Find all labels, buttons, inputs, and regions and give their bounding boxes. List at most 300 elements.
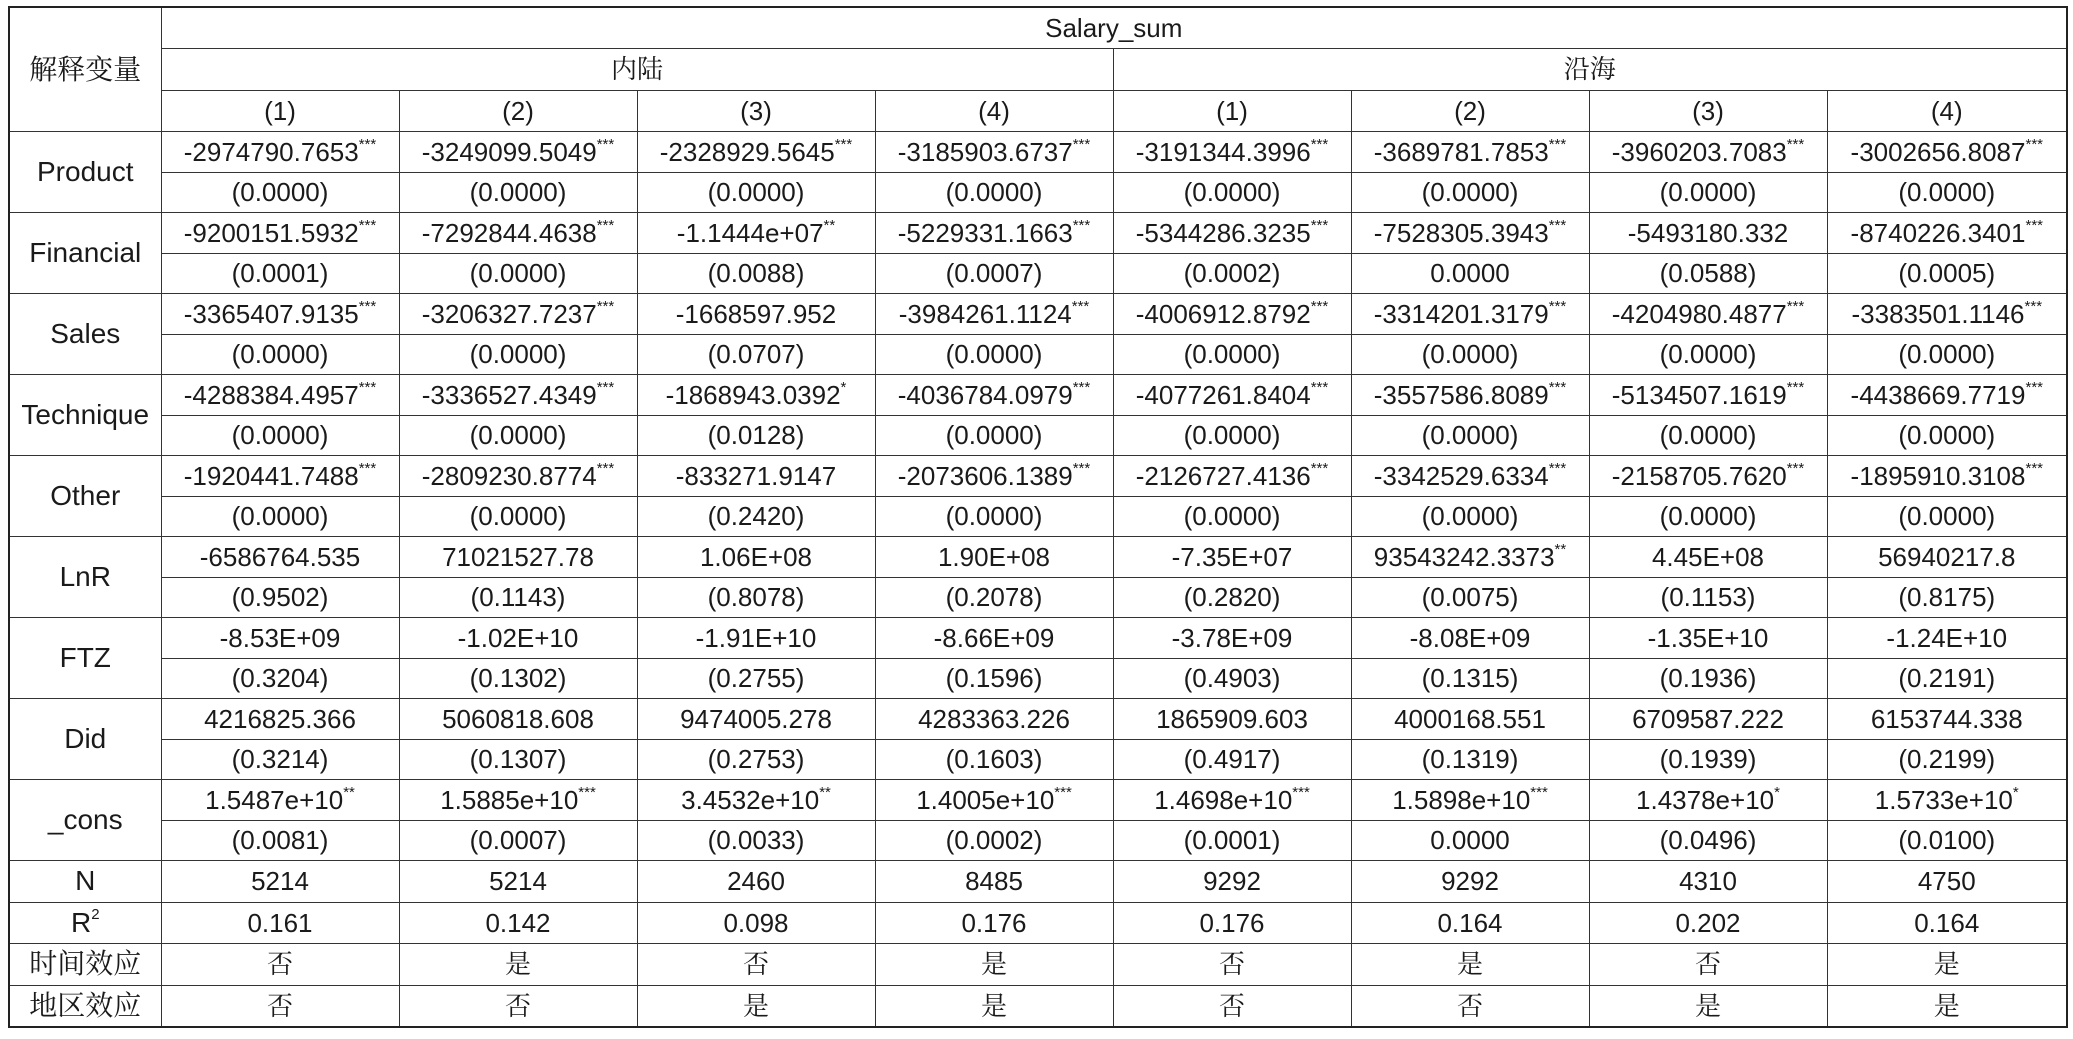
coefficient-value: -2809230.8774: [421, 460, 597, 491]
coefficient-value: -4036784.0979: [897, 379, 1073, 410]
stats-label-text: R: [70, 906, 92, 938]
p-value-cell: (0.0000): [1589, 172, 1827, 213]
variable-label: Did: [9, 699, 161, 780]
coefficient-cell: [1827, 213, 2067, 254]
coefficient-value: 93543242.3373: [1373, 541, 1555, 572]
coefficient-cell: [161, 537, 399, 578]
coefficient-cell: [399, 456, 637, 497]
coefficient-cell: [1589, 618, 1827, 659]
coefficient-value: 9474005.278: [680, 703, 832, 734]
variable-label: Financial: [9, 213, 161, 294]
p-value-cell: (0.0000): [161, 415, 399, 456]
p-value-cell: (0.1143): [399, 577, 637, 618]
variable-label: Other: [9, 456, 161, 537]
stats-row: [9, 902, 2067, 944]
p-value-cell: (0.0000): [161, 172, 399, 213]
coefficient-cell: [1113, 132, 1351, 173]
header-row-columns: [9, 90, 2067, 132]
p-value-cell: (0.0100): [1827, 820, 2067, 861]
stats-value-cell: 是: [637, 985, 875, 1027]
stats-value-cell: 否: [1351, 985, 1589, 1027]
significance-stars: ***: [358, 217, 377, 235]
p-value-cell: (0.0000): [1589, 334, 1827, 375]
coefficient-row: [9, 780, 2067, 821]
coefficient-value: -3002656.8087: [1850, 136, 2026, 167]
p-value-cell: (0.2820): [1113, 577, 1351, 618]
stats-value-cell: 8485: [875, 861, 1113, 903]
p-value-cell: (0.0128): [637, 415, 875, 456]
coefficient-row: [9, 213, 2067, 254]
p-value-cell: (0.0001): [161, 253, 399, 294]
coefficient-value: 1.4378e+10: [1636, 784, 1775, 815]
p-value-row: [9, 820, 2067, 861]
column-header: (1): [161, 90, 399, 132]
p-value-cell: (0.0000): [399, 172, 637, 213]
coefficient-cell: [161, 618, 399, 659]
stats-label-text: 地区效应: [29, 989, 142, 1021]
p-value-cell: (0.2078): [875, 577, 1113, 618]
coefficient-value: -2158705.7620: [1611, 460, 1787, 491]
stats-value-cell: 0.164: [1351, 902, 1589, 944]
coefficient-value: -4288384.4957: [183, 379, 359, 410]
stats-row: [9, 861, 2067, 903]
p-value-cell: (0.4917): [1113, 739, 1351, 780]
p-value-cell: (0.0000): [1113, 172, 1351, 213]
coefficient-value: -1.24E+10: [1886, 622, 2008, 653]
coefficient-cell: [1113, 780, 1351, 821]
coefficient-value: -1920441.7488: [183, 460, 359, 491]
header-row-groups: [9, 49, 2067, 91]
p-value-cell: (0.8175): [1827, 577, 2067, 618]
coefficient-value: -8.08E+09: [1409, 622, 1531, 653]
coefficient-row: [9, 294, 2067, 335]
coefficient-cell: [1351, 294, 1589, 335]
coefficient-cell: [161, 780, 399, 821]
p-value-cell: (0.0000): [1589, 496, 1827, 537]
coefficient-value: 56940217.8: [1878, 541, 2016, 572]
stats-value-cell: 9292: [1351, 861, 1589, 903]
significance-stars: ***: [1072, 136, 1091, 154]
variable-label: Sales: [9, 294, 161, 375]
significance-stars: ***: [1548, 460, 1567, 478]
significance-stars: ***: [1054, 784, 1072, 802]
p-value-row: [9, 577, 2067, 618]
p-value-row: [9, 739, 2067, 780]
significance-stars: ***: [1310, 136, 1329, 154]
coefficient-cell: [637, 699, 875, 740]
stats-value-cell: 否: [1113, 944, 1351, 986]
coefficient-cell: [1589, 294, 1827, 335]
coefficient-value: -4006912.8792: [1135, 298, 1311, 329]
header-row-dependent: [9, 7, 2067, 49]
group-header-coastal: 沿海: [1113, 49, 2067, 91]
p-value-cell: (0.0000): [875, 496, 1113, 537]
coefficient-cell: [399, 699, 637, 740]
significance-stars: *: [840, 379, 847, 397]
significance-stars: ***: [1072, 217, 1091, 235]
significance-stars: ***: [2025, 217, 2043, 235]
p-value-cell: (0.0000): [1113, 496, 1351, 537]
stats-value-cell: 否: [161, 944, 399, 986]
significance-stars: ***: [596, 217, 615, 235]
significance-stars: ***: [596, 298, 615, 316]
p-value-cell: (0.0000): [1827, 334, 2067, 375]
regression-table-container: [8, 6, 2068, 1028]
coefficient-value: 6709587.222: [1632, 703, 1784, 734]
p-value-cell: (0.0000): [1589, 415, 1827, 456]
p-value-cell: (0.4903): [1113, 658, 1351, 699]
coefficient-value: -5493180.332: [1627, 217, 1789, 248]
significance-stars: ***: [1310, 460, 1329, 478]
coefficient-value: -4204980.4877: [1611, 298, 1787, 329]
stats-value-cell: 否: [161, 985, 399, 1027]
coefficient-row: [9, 537, 2067, 578]
coefficient-value: -3689781.7853: [1373, 136, 1549, 167]
stats-value-cell: 4310: [1589, 861, 1827, 903]
p-value-cell: (0.0000): [1113, 334, 1351, 375]
stats-value-cell: 0.202: [1589, 902, 1827, 944]
coefficient-cell: [875, 780, 1113, 821]
coefficient-value: -6586764.535: [199, 541, 361, 572]
stats-value-cell: 5214: [161, 861, 399, 903]
p-value-cell: 0.0000: [1351, 253, 1589, 294]
significance-stars: ***: [834, 136, 853, 154]
dependent-variable-header: Salary_sum: [161, 7, 2067, 49]
coefficient-cell: [1351, 699, 1589, 740]
coefficient-value: -3557586.8089: [1373, 379, 1549, 410]
coefficient-cell: [1351, 456, 1589, 497]
coefficient-cell: [1589, 699, 1827, 740]
significance-stars: *: [2012, 784, 2019, 802]
stats-value-cell: 是: [875, 944, 1113, 986]
coefficient-cell: [1351, 780, 1589, 821]
column-header: (3): [1589, 90, 1827, 132]
significance-stars: **: [1554, 541, 1567, 559]
coefficient-cell: [161, 699, 399, 740]
coefficient-value: 1.5885e+10: [440, 784, 579, 815]
p-value-row: [9, 496, 2067, 537]
coefficient-cell: [637, 375, 875, 416]
p-value-cell: (0.0000): [399, 334, 637, 375]
significance-stars: ***: [1310, 379, 1329, 397]
significance-stars: ***: [358, 136, 377, 154]
coefficient-cell: [1589, 132, 1827, 173]
stats-value-cell: 否: [1113, 985, 1351, 1027]
column-header: (3): [637, 90, 875, 132]
coefficient-value: -2328929.5645: [659, 136, 835, 167]
coefficient-row: [9, 699, 2067, 740]
coefficient-value: -5344286.3235: [1135, 217, 1311, 248]
corner-label: 解释变量: [9, 7, 161, 132]
p-value-cell: (0.3214): [161, 739, 399, 780]
p-value-cell: (0.1307): [399, 739, 637, 780]
stats-label: [9, 944, 161, 986]
p-value-cell: (0.0000): [399, 415, 637, 456]
p-value-cell: (0.1315): [1351, 658, 1589, 699]
coefficient-value: -1.1444e+07: [676, 217, 824, 248]
p-value-cell: (0.1596): [875, 658, 1113, 699]
stats-value-cell: 否: [637, 944, 875, 986]
coefficient-value: 3.4532e+10: [681, 784, 820, 815]
stats-value-cell: 4750: [1827, 861, 2067, 903]
stats-value-cell: 0.161: [161, 902, 399, 944]
significance-stars: ***: [1072, 379, 1091, 397]
p-value-row: [9, 253, 2067, 294]
stats-row: [9, 985, 2067, 1027]
stats-label: [9, 902, 161, 944]
stats-label-text: N: [75, 865, 96, 897]
p-value-row: [9, 172, 2067, 213]
coefficient-cell: [1827, 294, 2067, 335]
p-value-cell: (0.0000): [1827, 172, 2067, 213]
p-value-cell: (0.0007): [399, 820, 637, 861]
p-value-cell: (0.0000): [637, 172, 875, 213]
coefficient-cell: [875, 537, 1113, 578]
stats-value-cell: 否: [399, 985, 637, 1027]
stats-value-cell: 2460: [637, 861, 875, 903]
coefficient-value: 1.90E+08: [937, 541, 1051, 572]
coefficient-cell: [1827, 456, 2067, 497]
coefficient-cell: [399, 132, 637, 173]
coefficient-value: -3960203.7083: [1611, 136, 1787, 167]
significance-stars: **: [823, 217, 836, 235]
significance-stars: ***: [358, 379, 377, 397]
coefficient-cell: [637, 618, 875, 659]
coefficient-cell: [875, 294, 1113, 335]
coefficient-cell: [875, 375, 1113, 416]
stats-value-cell: 0.098: [637, 902, 875, 944]
coefficient-value: -3342529.6334: [1373, 460, 1549, 491]
p-value-cell: (0.2755): [637, 658, 875, 699]
p-value-cell: (0.0000): [1827, 415, 2067, 456]
coefficient-cell: [1351, 132, 1589, 173]
p-value-cell: (0.3204): [161, 658, 399, 699]
significance-stars: ***: [2025, 379, 2043, 397]
coefficient-cell: [875, 456, 1113, 497]
significance-stars: ***: [596, 379, 615, 397]
stats-value-cell: 否: [1589, 944, 1827, 986]
p-value-row: [9, 415, 2067, 456]
significance-stars: ***: [2024, 298, 2043, 316]
column-header: (2): [399, 90, 637, 132]
p-value-cell: (0.0033): [637, 820, 875, 861]
significance-stars: ***: [1548, 379, 1567, 397]
coefficient-cell: [399, 294, 637, 335]
coefficient-value: -3249099.5049: [421, 136, 597, 167]
column-header: (2): [1351, 90, 1589, 132]
column-header: (4): [1827, 90, 2067, 132]
coefficient-value: -3191344.3996: [1135, 136, 1311, 167]
stats-value-cell: 是: [1827, 985, 2067, 1027]
significance-stars: ***: [1072, 460, 1091, 478]
p-value-cell: (0.0000): [875, 334, 1113, 375]
p-value-cell: (0.2199): [1827, 739, 2067, 780]
p-value-cell: (0.8078): [637, 577, 875, 618]
p-value-cell: (0.0000): [399, 253, 637, 294]
p-value-cell: (0.2753): [637, 739, 875, 780]
significance-stars: ***: [1786, 136, 1805, 154]
p-value-cell: (0.0075): [1351, 577, 1589, 618]
coefficient-cell: [637, 294, 875, 335]
coefficient-cell: [875, 699, 1113, 740]
column-header: (4): [875, 90, 1113, 132]
significance-stars: ***: [2025, 460, 2043, 478]
coefficient-cell: [875, 618, 1113, 659]
coefficient-cell: [637, 213, 875, 254]
coefficient-value: -1895910.3108: [1850, 460, 2026, 491]
significance-stars: ***: [1292, 784, 1310, 802]
coefficient-value: 1.5898e+10: [1392, 784, 1531, 815]
coefficient-row: [9, 456, 2067, 497]
significance-stars: ***: [1530, 784, 1548, 802]
coefficient-value: -2073606.1389: [897, 460, 1073, 491]
coefficient-value: -1.91E+10: [695, 622, 817, 653]
stats-value-cell: 是: [1827, 944, 2067, 986]
p-value-cell: (0.0000): [1351, 172, 1589, 213]
p-value-cell: (0.0000): [1113, 415, 1351, 456]
coefficient-row: [9, 375, 2067, 416]
coefficient-cell: [1589, 456, 1827, 497]
coefficient-cell: [1827, 780, 2067, 821]
coefficient-value: -4438669.7719: [1850, 379, 2026, 410]
p-value-cell: (0.0081): [161, 820, 399, 861]
coefficient-cell: [399, 618, 637, 659]
variable-label: _cons: [9, 780, 161, 861]
coefficient-row: [9, 618, 2067, 659]
stats-value-cell: 5214: [399, 861, 637, 903]
coefficient-cell: [1827, 537, 2067, 578]
p-value-cell: (0.0002): [1113, 253, 1351, 294]
coefficient-cell: [1113, 294, 1351, 335]
coefficient-value: -1868943.0392: [665, 379, 841, 410]
regression-table: [8, 6, 2068, 1028]
coefficient-cell: [1589, 780, 1827, 821]
p-value-cell: 0.0000: [1351, 820, 1589, 861]
stats-value-cell: 0.164: [1827, 902, 2067, 944]
p-value-cell: (0.9502): [161, 577, 399, 618]
coefficient-cell: [1827, 375, 2067, 416]
coefficient-value: 1865909.603: [1156, 703, 1308, 734]
p-value-cell: (0.0001): [1113, 820, 1351, 861]
coefficient-value: -4077261.8404: [1135, 379, 1311, 410]
coefficient-cell: [161, 294, 399, 335]
p-value-cell: (0.0496): [1589, 820, 1827, 861]
significance-stars: ***: [1548, 298, 1567, 316]
stats-row: [9, 944, 2067, 986]
coefficient-cell: [637, 456, 875, 497]
significance-stars: **: [819, 784, 831, 802]
p-value-cell: (0.0000): [1351, 496, 1589, 537]
significance-stars: ***: [1310, 217, 1329, 235]
p-value-row: [9, 658, 2067, 699]
coefficient-value: -8740226.3401: [1850, 217, 2026, 248]
coefficient-value: -3383501.1146: [1851, 298, 2025, 329]
coefficient-value: 4000168.551: [1394, 703, 1546, 734]
significance-stars: ***: [1786, 298, 1805, 316]
p-value-cell: (0.1319): [1351, 739, 1589, 780]
coefficient-value: -833271.9147: [675, 460, 837, 491]
significance-stars: ***: [596, 460, 615, 478]
p-value-cell: (0.0000): [1827, 496, 2067, 537]
coefficient-cell: [399, 537, 637, 578]
p-value-cell: (0.0007): [875, 253, 1113, 294]
stats-label-text: 时间效应: [29, 948, 142, 980]
significance-stars: ***: [1071, 298, 1090, 316]
group-header-inland: 内陆: [161, 49, 1113, 91]
p-value-cell: (0.0000): [161, 334, 399, 375]
stats-label-superscript: 2: [91, 906, 100, 924]
coefficient-cell: [1827, 618, 2067, 659]
coefficient-value: 1.4005e+10: [916, 784, 1055, 815]
stats-value-cell: 是: [399, 944, 637, 986]
significance-stars: *: [1774, 784, 1780, 802]
significance-stars: ***: [596, 136, 615, 154]
coefficient-value: -3365407.9135: [183, 298, 359, 329]
coefficient-value: -1668597.952: [675, 298, 837, 329]
coefficient-cell: [637, 132, 875, 173]
p-value-cell: (0.0000): [1351, 415, 1589, 456]
coefficient-value: 4.45E+08: [1651, 541, 1765, 572]
coefficient-value: 71021527.78: [442, 541, 594, 572]
significance-stars: ***: [1310, 298, 1329, 316]
coefficient-row: [9, 132, 2067, 173]
stats-value-cell: 0.176: [1113, 902, 1351, 944]
stats-value-cell: 是: [875, 985, 1113, 1027]
coefficient-value: 4216825.366: [204, 703, 356, 734]
stats-value-cell: 0.176: [875, 902, 1113, 944]
coefficient-cell: [1589, 213, 1827, 254]
coefficient-value: -5134507.1619: [1611, 379, 1787, 410]
significance-stars: ***: [1786, 460, 1805, 478]
coefficient-cell: [637, 537, 875, 578]
coefficient-value: -8.53E+09: [219, 622, 341, 653]
significance-stars: ***: [1548, 136, 1567, 154]
p-value-cell: (0.2420): [637, 496, 875, 537]
coefficient-cell: [637, 780, 875, 821]
coefficient-cell: [1113, 213, 1351, 254]
coefficient-value: 1.5733e+10: [1874, 784, 2013, 815]
coefficient-cell: [1113, 375, 1351, 416]
coefficient-value: -3336527.4349: [421, 379, 597, 410]
coefficient-value: -2974790.7653: [183, 136, 359, 167]
p-value-cell: (0.0088): [637, 253, 875, 294]
coefficient-value: 1.06E+08: [699, 541, 813, 572]
p-value-cell: (0.0707): [637, 334, 875, 375]
variable-label: Product: [9, 132, 161, 213]
coefficient-value: -3185903.6737: [897, 136, 1073, 167]
p-value-cell: (0.0000): [161, 496, 399, 537]
stats-label: [9, 985, 161, 1027]
coefficient-cell: [1589, 537, 1827, 578]
stats-label: [9, 861, 161, 903]
significance-stars: ***: [578, 784, 596, 802]
variable-label: Technique: [9, 375, 161, 456]
significance-stars: **: [343, 784, 355, 802]
coefficient-cell: [1827, 699, 2067, 740]
coefficient-value: -3206327.7237: [421, 298, 597, 329]
p-value-cell: (0.0005): [1827, 253, 2067, 294]
coefficient-cell: [1827, 132, 2067, 173]
p-value-cell: (0.1936): [1589, 658, 1827, 699]
coefficient-value: -3984261.1124: [898, 298, 1072, 329]
coefficient-cell: [1113, 618, 1351, 659]
p-value-cell: (0.1153): [1589, 577, 1827, 618]
coefficient-cell: [1351, 618, 1589, 659]
coefficient-value: -8.66E+09: [933, 622, 1055, 653]
significance-stars: ***: [358, 298, 377, 316]
stats-value-cell: 9292: [1113, 861, 1351, 903]
stats-value-cell: 是: [1589, 985, 1827, 1027]
